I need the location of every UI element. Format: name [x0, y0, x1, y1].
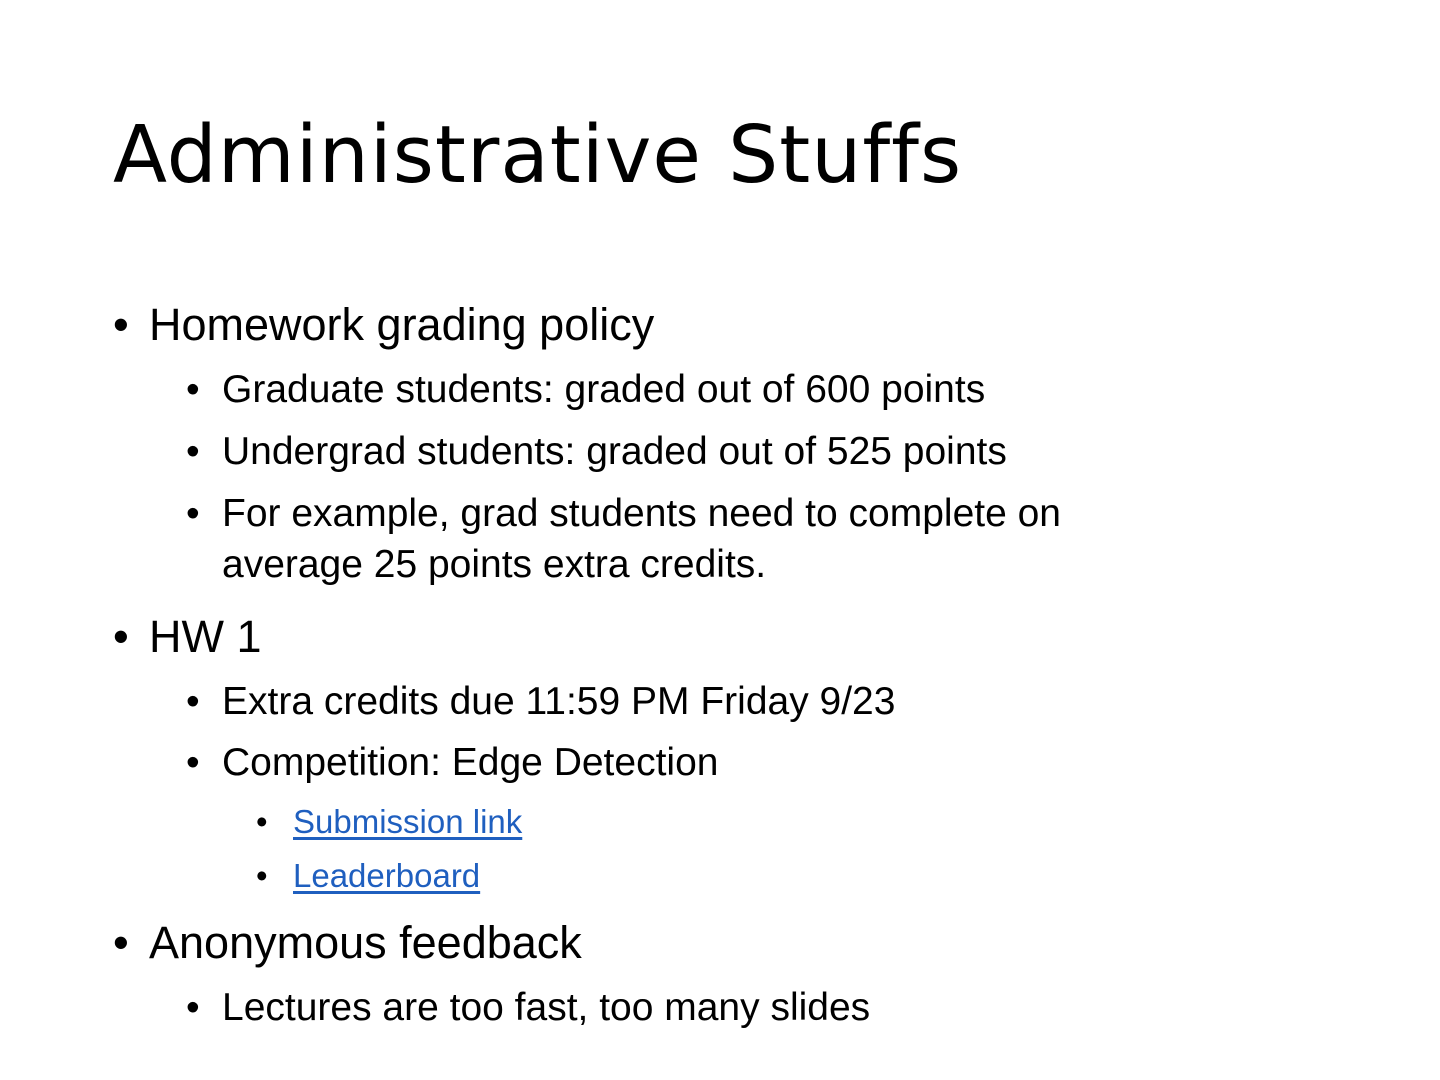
bullet-icon: • [113, 611, 129, 662]
submission-link[interactable]: Submission link [293, 803, 523, 840]
bullet-icon: • [113, 299, 129, 350]
bullet-icon: • [186, 986, 200, 1029]
subbullet-extra-credits-due [113, 676, 1293, 727]
bullet-text: Lectures are too fast, too many slides [222, 986, 871, 1029]
bullet-text: HW 1 [149, 611, 262, 662]
bullet-icon: • [186, 368, 200, 411]
subbullet-undergrad-students [113, 426, 1293, 477]
bullet-text: For example, grad students need to complete on average 25 points extra credits. [222, 492, 1061, 586]
bullet-anonymous-feedback [113, 916, 1293, 970]
bullet-text: Undergrad students: graded out of 525 points [222, 430, 1007, 473]
bullet-icon: • [113, 917, 129, 968]
subsubbullet-submission [113, 800, 1293, 844]
bullet-icon: • [256, 857, 268, 894]
bullet-text: Graduate students: graded out of 600 points [222, 368, 986, 411]
subbullet-example-extra-credits [113, 488, 1182, 590]
leaderboard-link[interactable]: Leaderboard [293, 857, 481, 894]
bullet-icon: • [186, 492, 200, 535]
subbullet-graduate-students [113, 364, 1293, 415]
bullet-text: Homework grading policy [149, 299, 655, 350]
subsubbullet-leaderboard [113, 854, 1293, 898]
bullet-icon: • [186, 430, 200, 473]
bullet-icon: • [186, 680, 200, 723]
bullet-hw1 [113, 610, 1293, 664]
bullet-icon: • [256, 803, 268, 840]
subbullet-competition [113, 737, 1293, 788]
bullet-text: Competition: Edge Detection [222, 741, 719, 784]
bullet-text: Anonymous feedback [149, 917, 582, 968]
bullet-homework-grading-policy [113, 298, 1293, 352]
slide-title: Administrative Stuffs [113, 109, 963, 201]
bullet-icon: • [186, 741, 200, 784]
bullet-text: Extra credits due 11:59 PM Friday 9/23 [222, 680, 896, 723]
subbullet-lectures-too-fast [113, 982, 1293, 1033]
slide-body [113, 298, 1293, 1033]
